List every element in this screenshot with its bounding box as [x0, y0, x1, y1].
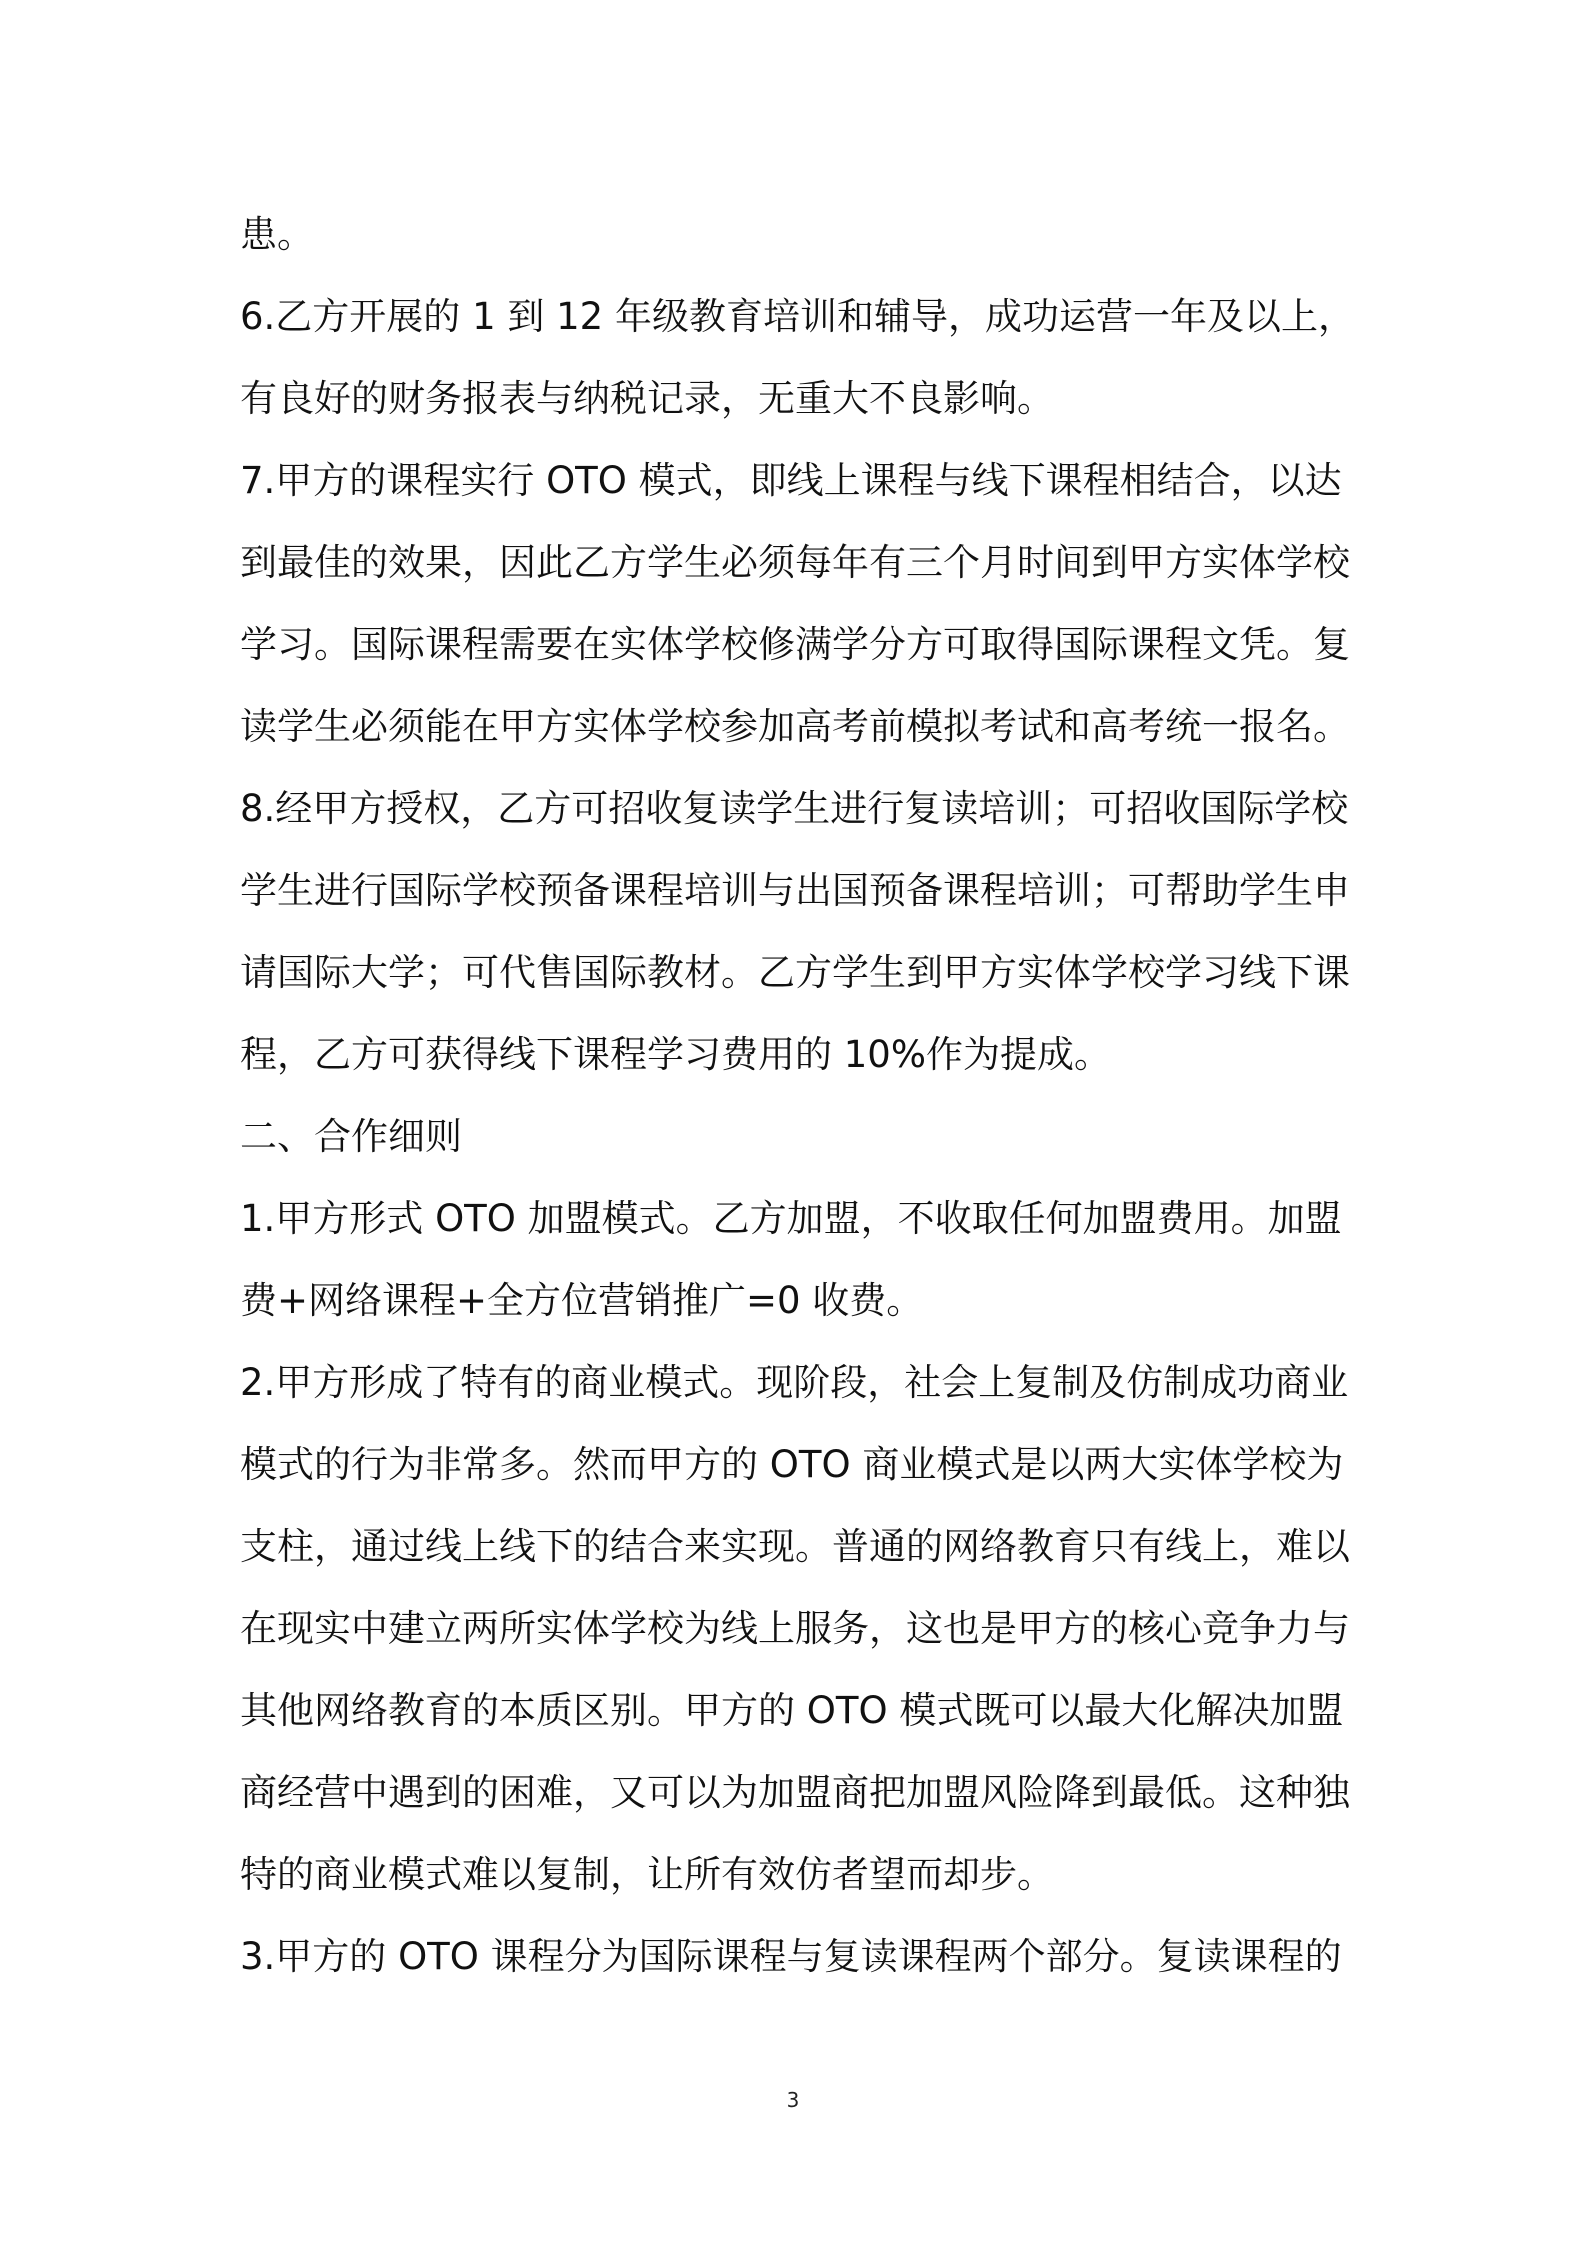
- text-line: 支柱，通过线上线下的结合来实现。普通的网络教育只有线上，难以: [240, 1525, 1350, 1568]
- text-line: 程，乙方可获得线下课程学习费用的 10%作为提成。: [240, 1033, 1111, 1076]
- text-line: 特的商业模式难以复制，让所有效仿者望而却步。: [240, 1853, 1054, 1896]
- text-line: 2.甲方形成了特有的商业模式。现阶段，社会上复制及仿制成功商业: [240, 1361, 1349, 1404]
- text-line: 1.甲方形式 OTO 加盟模式。乙方加盟，不收取任何加盟费用。加盟: [240, 1197, 1342, 1240]
- text-line: 请国际大学；可代售国际教材。乙方学生到甲方实体学校学习线下课: [240, 951, 1350, 994]
- text-line: 其他网络教育的本质区别。甲方的 OTO 模式既可以最大化解决加盟: [240, 1689, 1344, 1732]
- text-line: 7.甲方的课程实行 OTO 模式，即线上课程与线下课程相结合，以达: [240, 459, 1342, 502]
- text-line: 8.经甲方授权，乙方可招收复读学生进行复读培训；可招收国际学校: [240, 787, 1349, 830]
- section-heading: 二、合作细则: [240, 1115, 462, 1158]
- text-line: 商经营中遇到的困难，又可以为加盟商把加盟风险降到最低。这种独: [240, 1771, 1350, 1814]
- text-line: 在现实中建立两所实体学校为线上服务，这也是甲方的核心竞争力与: [240, 1607, 1350, 1650]
- text-line: 患。: [240, 213, 314, 256]
- text-line: 学习。国际课程需要在实体学校修满学分方可取得国际课程文凭。复: [240, 623, 1350, 666]
- page-number: 3: [786, 2088, 800, 2112]
- text-line: 读学生必须能在甲方实体学校参加高考前模拟考试和高考统一报名。: [240, 705, 1350, 748]
- text-line: 有良好的财务报表与纳税记录，无重大不良影响。: [240, 377, 1054, 420]
- text-line: 到最佳的效果，因此乙方学生必须每年有三个月时间到甲方实体学校: [240, 541, 1350, 584]
- text-line: 6.乙方开展的 1 到 12 年级教育培训和辅导，成功运营一年及以上，: [240, 295, 1355, 338]
- text-line: 3.甲方的 OTO 课程分为国际课程与复读课程两个部分。复读课程的: [240, 1935, 1342, 1978]
- text-line: 费+网络课程+全方位营销推广=0 收费。: [240, 1279, 924, 1322]
- body-text: [240, 194, 1355, 1998]
- text-line: 学生进行国际学校预备课程培训与出国预备课程培训；可帮助学生申: [240, 869, 1350, 912]
- text-line: 模式的行为非常多。然而甲方的 OTO 商业模式是以两大实体学校为: [240, 1443, 1344, 1486]
